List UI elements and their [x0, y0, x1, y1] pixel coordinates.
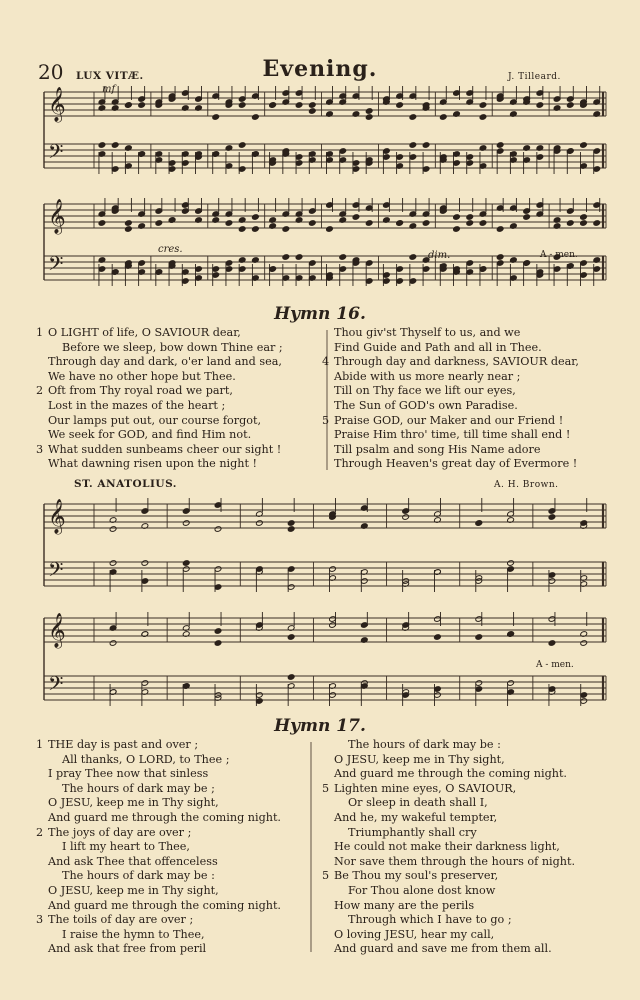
verse-line: And guard me through the coming night. — [334, 767, 567, 781]
verse — [322, 326, 612, 355]
verse-line: Praise GOD, our Maker and our Friend ! — [334, 413, 564, 427]
verse-number: 1 — [36, 738, 44, 751]
hymn-16-right-column — [322, 326, 612, 472]
amen-label-2: A - men. — [536, 660, 574, 670]
verse-line: The toils of day are over ; — [48, 913, 194, 927]
verse-line: Before we sleep, bow down Thine ear ; — [62, 340, 283, 354]
music-score-st-anatolius — [34, 490, 612, 720]
verse — [36, 443, 322, 472]
verse-number: 3 — [36, 913, 44, 927]
verse-line: Through which I have to go ; — [348, 913, 512, 927]
verse-line: Through day and dark, o'er land and sea, — [48, 355, 282, 369]
verse-line: Through day and darkness, SAVIOUR dear, — [334, 355, 579, 369]
verse-line: O loving JESU, hear my call, — [334, 927, 495, 941]
verse-line: O JESU, keep me in Thy sight, — [334, 752, 505, 766]
verse-line: How many are the perils — [334, 898, 475, 912]
verse-line: We have no other hope but Thee. — [48, 369, 236, 383]
dynamic-dim: dim. — [428, 250, 451, 261]
verse-line: The joys of day are over ; — [48, 825, 192, 839]
verse — [322, 738, 612, 782]
verse — [36, 826, 322, 914]
verse-number: 2 — [36, 384, 44, 398]
verse-number: 5 — [322, 413, 330, 427]
svg-text:𝄞: 𝄞 — [48, 87, 66, 122]
verse-number: 5 — [322, 869, 330, 883]
svg-text:𝄢: 𝄢 — [48, 672, 64, 700]
verse-line: Abide with us more nearly near ; — [334, 369, 521, 383]
verse-line: Triumphantly shall cry — [348, 825, 477, 839]
verse-line: Or sleep in death shall I, — [348, 796, 488, 810]
verse — [322, 355, 612, 413]
verse-line: Our lamps put out, our course forgot, — [48, 413, 262, 427]
verse-line: And he, my wakeful tempter, — [334, 810, 498, 824]
verse-line: What sudden sunbeams cheer our sight ! — [48, 442, 282, 456]
verse-line: I pray Thee now that sinless — [48, 767, 209, 781]
verse — [322, 782, 612, 870]
composer-brown: A. H. Brown. — [494, 480, 559, 490]
verse-line: We seek for GOD, and find Him not. — [48, 428, 252, 442]
verse — [322, 869, 612, 957]
verse-line: O JESU, keep me in Thy sight, — [48, 883, 219, 897]
svg-text:𝄞: 𝄞 — [48, 199, 66, 234]
dynamic-mf: mf — [102, 84, 116, 95]
verse-line: Lighten mine eyes, O SAVIOUR, — [334, 781, 517, 795]
verse — [322, 414, 612, 472]
verse-line: Lost in the mazes of the heart ; — [48, 398, 226, 412]
verse-number: 4 — [322, 355, 330, 369]
verse-line: All thanks, O LORD, to Thee ; — [62, 752, 230, 766]
verse-line: Praise Him thro' time, till time shall end ! — [334, 428, 571, 442]
verse-line: O JESU, keep me in Thy sight, — [48, 796, 219, 810]
verse-line: Find Guide and Path and all in Thee. — [334, 340, 542, 354]
verse — [36, 326, 322, 384]
page-title: Evening. — [262, 56, 378, 82]
verse-line: I raise the hymn to Thee, — [62, 927, 205, 941]
hymn-16-heading: Hymn 16. — [274, 304, 366, 324]
verse-line: Through Heaven's great day of Evermore ! — [334, 457, 578, 471]
page-number: 20 — [38, 60, 64, 84]
tune-name-st-anatolius: ST. ANATOLIUS. — [74, 478, 177, 490]
tune-name-lux-vitae: LUX VITÆ. — [76, 70, 144, 82]
dynamic-cres: cres. — [158, 244, 183, 255]
svg-text:𝄢: 𝄢 — [48, 140, 64, 168]
verse-line: THE day is past and over ; — [48, 738, 199, 751]
verse — [36, 384, 322, 442]
verse-line: O LIGHT of life, O SAVIOUR dear, — [48, 326, 241, 339]
hymn-17-left-column — [36, 738, 322, 957]
verse-number: 5 — [322, 781, 330, 795]
hymn-17-heading: Hymn 17. — [274, 716, 366, 736]
verse-line: The Sun of GOD's own Paradise. — [334, 398, 518, 412]
verse — [36, 913, 322, 957]
verse-line: Nor save them through the hours of night. — [334, 854, 576, 868]
verse-line: Thou giv'st Thyself to us, and we — [334, 326, 521, 339]
verse-line: And guard and save me from them all. — [334, 942, 552, 956]
verse-line: Be Thou my soul's preserver, — [334, 869, 499, 883]
verse-line: Till psalm and song His Name adore — [334, 442, 541, 456]
svg-text:𝄞: 𝄞 — [48, 499, 66, 534]
verse-line: And ask that free from peril — [48, 942, 207, 956]
svg-text:𝄢: 𝄢 — [48, 252, 64, 280]
verse-line: The hours of dark may be : — [348, 738, 501, 751]
svg-text:𝄢: 𝄢 — [48, 558, 64, 586]
verse-line: What dawning risen upon the night ! — [48, 457, 258, 471]
verse-number: 1 — [36, 326, 44, 339]
music-score-lux-vitae — [34, 84, 612, 306]
verse-line: The hours of dark may be : — [62, 869, 215, 883]
verse — [36, 738, 322, 826]
verse-line: And guard me through the coming night. — [48, 898, 281, 912]
verse-line: For Thou alone dost know — [348, 883, 496, 897]
verse-line: And ask Thee that offenceless — [48, 854, 218, 868]
verse-line: I lift my heart to Thee, — [62, 840, 190, 854]
verse-line: He could not make their darkness light, — [334, 840, 560, 854]
verse-line: Till on Thy face we lift our eyes, — [334, 384, 516, 398]
verse-number: 3 — [36, 442, 44, 456]
verse-line: And guard me through the coming night. — [48, 810, 281, 824]
hymn-16-left-column — [36, 326, 322, 472]
verse-line: The hours of dark may be ; — [62, 781, 215, 795]
composer-tilleard: J. Tilleard. — [508, 72, 561, 82]
verse-number: 2 — [36, 825, 44, 839]
verse-line: Oft from Thy royal road we part, — [48, 384, 233, 398]
hymn-17-right-column — [322, 738, 612, 957]
svg-text:𝄞: 𝄞 — [48, 613, 66, 648]
column-divider-2 — [310, 742, 312, 952]
amen-label: A - men. — [540, 250, 578, 260]
